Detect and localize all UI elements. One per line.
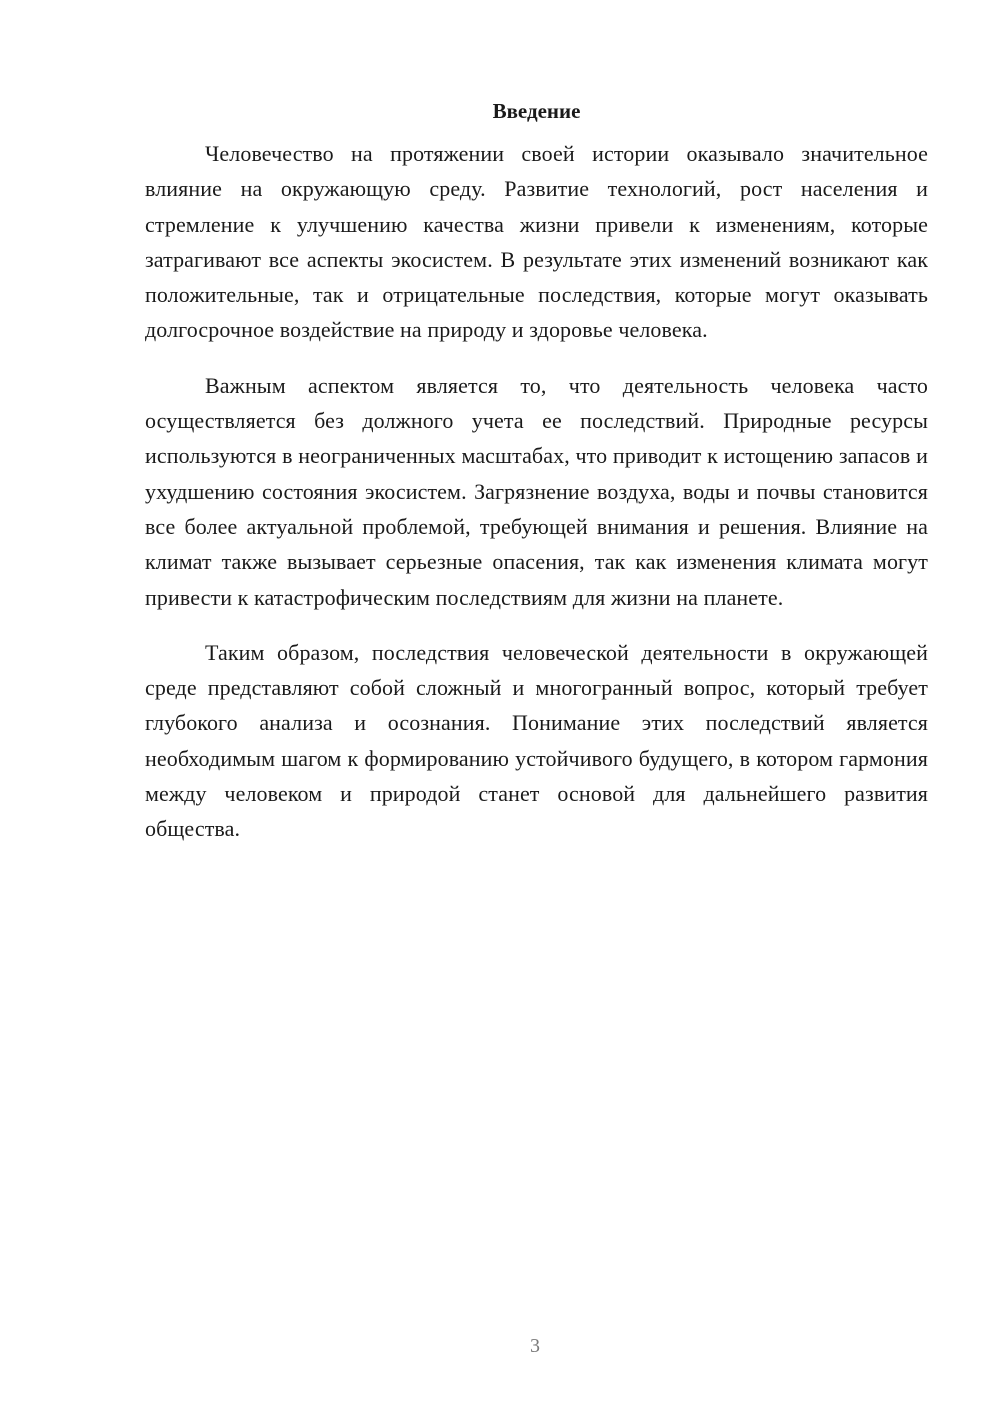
paragraph-2: Важным аспектом является то, что деятельность человека часто осуществляется без должного учета ее последствий. Природные ресурсы используются в неограниченных масштабах, что приводит к истощению запасов и ухудшению состояния экосистем. Загрязнение воздуха, воды и почвы становится все более актуальной проблемой, требующей внимания и решения. Влияние на климат также вызывает серьезные опасения, так как изменения климата могут привести к катастрофическим последствиям для жизни на планете. (145, 372, 928, 610)
paragraph-3: Таким образом, последствия человеческой деятельности в окружающей среде представляют собой сложный и многогранный вопрос, который требует глубокого анализа и осознания. Понимание этих последствий является необходимым шагом к формированию устойчивого будущего, в котором гармония между человеком и природой станет основой для дальнейшего развития общества. (145, 639, 928, 842)
section-heading: Введение (492, 99, 581, 123)
page-content (145, 96, 928, 867)
page-number: 3 (530, 1335, 540, 1357)
paragraph-1: Человечество на протяжении своей истории оказывало значительное влияние на окружающую среду. Развитие технологий, рост населения и стремление к улучшению качества жизни привели к изменениям, которые затрагивают все аспекты экосистем. В результате этих изменений возникают как положительные, так и отрицательные последствия, которые могут оказывать долгосрочное воздействие на природу и здоровье человека. (145, 141, 928, 343)
